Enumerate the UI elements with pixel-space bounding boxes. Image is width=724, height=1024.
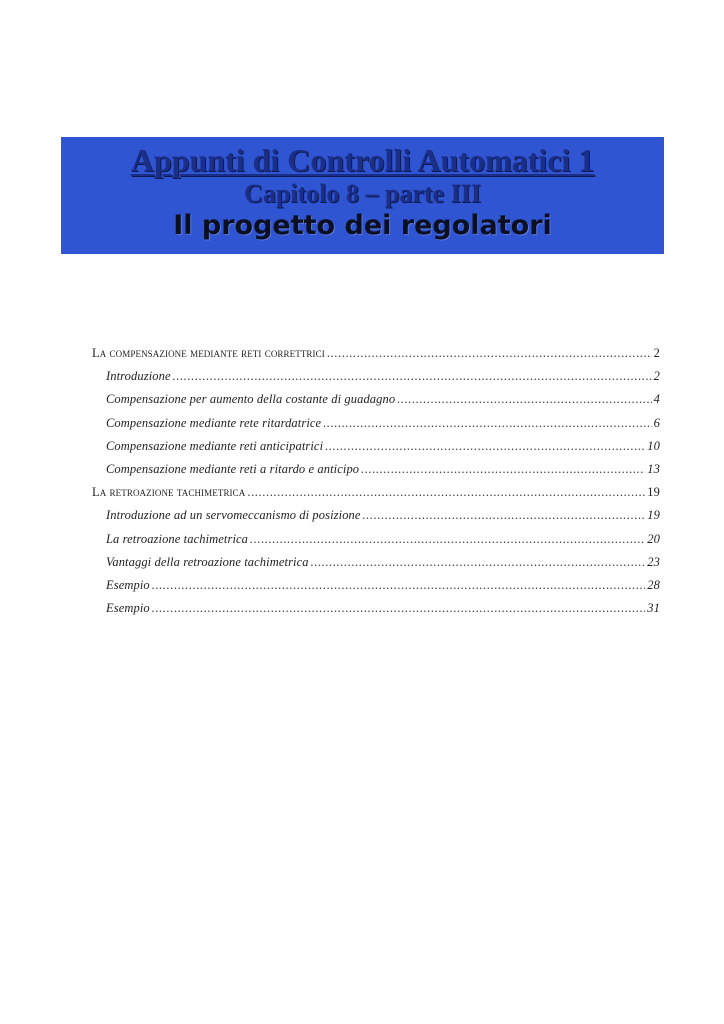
toc-leader [325,439,645,454]
toc-entry[interactable] [92,532,660,555]
toc-entry-label: La retroazione tachimetrica [106,531,249,546]
toc-entry[interactable] [92,369,660,392]
toc-entry-label: Compensazione mediante reti a ritardo e anticipo [106,461,360,476]
toc-entry[interactable] [92,346,660,369]
toc-entry[interactable] [92,439,660,462]
toc-page-number: 20 [647,531,660,546]
toc-page-number: 10 [647,438,660,453]
toc-leader [152,601,646,616]
toc-page-number: 6 [653,415,660,430]
toc-entry-label: Compensazione mediante reti anticipatrici [106,438,324,453]
toc-entry[interactable] [92,555,660,578]
toc-page-number: 31 [647,601,660,616]
toc-page-number: 28 [647,577,660,592]
toc-entry[interactable] [92,392,660,415]
toc-entry-label: Vantaggi della retroazione tachimetrica [106,554,309,569]
toc-entry-label: Esempio [106,601,150,616]
toc-leader [247,485,645,500]
toc-entry[interactable] [92,601,660,624]
toc-page-number: 23 [647,554,660,569]
chapter-topic: Il progetto dei regolatori [173,210,552,241]
toc-page-number: 19 [647,485,660,500]
toc-leader [173,369,652,384]
toc-leader [311,555,646,570]
document-title: Appunti di Controlli Automatici 1 [130,142,595,178]
toc-page-number: 2 [653,369,660,384]
toc-entry[interactable] [92,416,660,439]
toc-leader [397,392,651,407]
toc-entry[interactable] [92,578,660,601]
toc-leader [361,462,645,477]
toc-page-number: 2 [653,346,660,360]
toc-leader [323,416,651,431]
toc-entry-label: Esempio [106,577,150,592]
toc-leader [363,508,646,523]
toc-leader [152,578,646,593]
toc-entry-label: Compensazione per aumento della costante di guadagno [106,392,396,407]
toc-page-number: 13 [647,461,660,476]
toc-entry-label: Introduzione ad un servomeccanismo di posizione [106,508,361,523]
chapter-subtitle: Capitolo 8 – parte III [244,179,481,208]
toc-entry[interactable] [92,508,660,531]
toc-entry-label: La compensazione mediante reti correttrici [92,346,325,360]
toc-leader [327,346,652,361]
toc-page-number: 19 [647,508,660,523]
title-banner [61,137,664,254]
table-of-contents [92,346,660,624]
toc-page-number: 4 [653,392,660,407]
toc-leader [250,532,645,547]
toc-entry-label: La retroazione tachimetrica [92,485,246,500]
toc-entry-label: Introduzione [106,369,171,384]
toc-entry[interactable] [92,462,660,485]
toc-entry[interactable] [92,485,660,508]
toc-entry-label: Compensazione mediante rete ritardatrice [106,415,322,430]
